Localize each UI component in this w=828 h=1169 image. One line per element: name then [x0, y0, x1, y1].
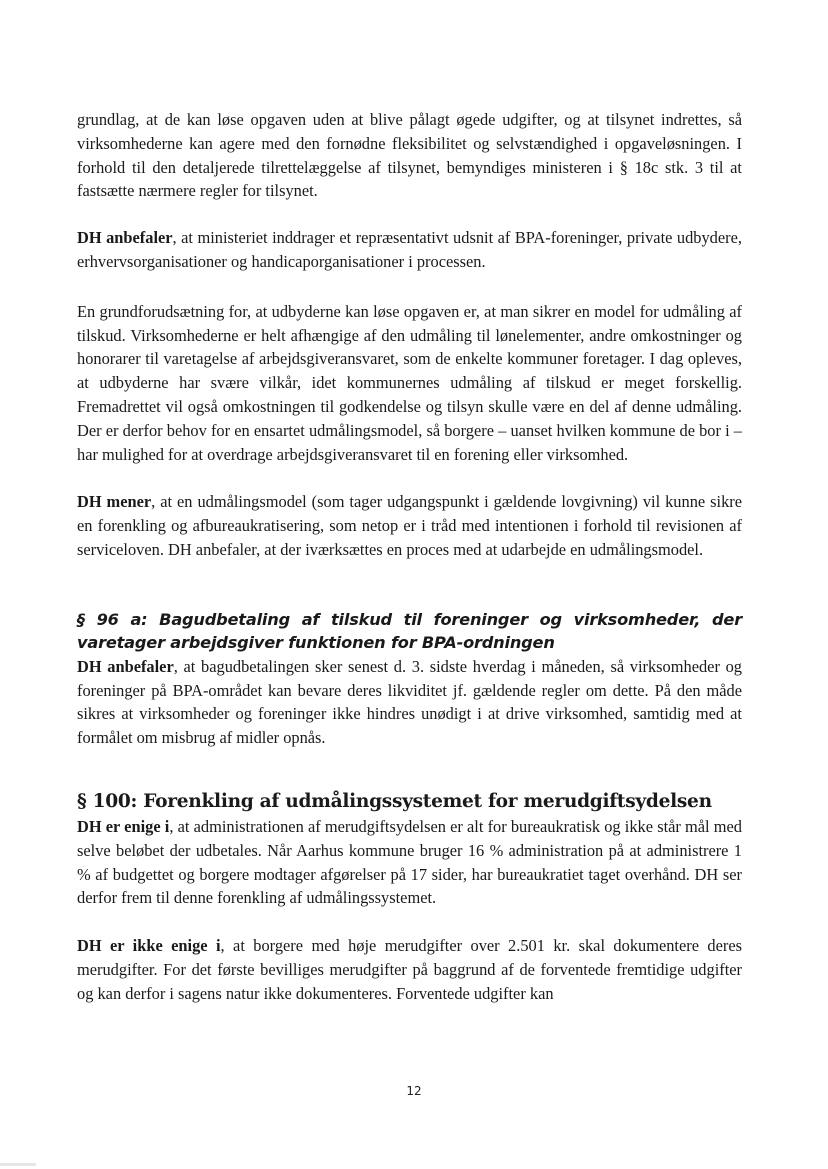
document-page — [77, 108, 742, 1006]
paragraph-tilsyn: grundlag, at de kan løse opgaven uden at blive pålagt øgede udgifter, og at tilsynet indrettes, så virksomhederne kan agere med den fornødne fleksibilitet og selvstændighed i opgaveløsningen. I forhold til den detaljerede tilrettelæggelse af tilsynet, bemyndiges ministeren i § 18c stk. 3 til at fastsætte nærmere regler for tilsynet. — [77, 110, 742, 201]
paragraph-lead: DH anbefaler — [77, 656, 174, 676]
paragraph-udmaalingsmodel: En grundforudsætning for, at udbyderne kan løse opgaven er, at man sikrer en model for udmåling af tilskud. Virksomhederne er helt afhængige af den udmåling til lønelementer, andre omkostninger og honorarer til varetagelse af arbejdsgiveransvaret, som de enkelte kommuner foretager. I dag opleves, at udbyderne har svære vilkår, idet kommunernes udmåling af tilskud er meget forskellig. Fremadrettet vil også omkostningen til godkendelse og tilsyn skulle være en del af denne udmåling. Der er derfor behov for en ensartet udmålingsmodel, så borgere – uanset hvilken kommune de bor i – har mulighed for at overdrage arbejdsgiveransvaret til en forening eller virksomhed. — [77, 301, 742, 464]
paragraph-text: , at administrationen af merudgiftsydelsen er alt for bureaukratisk og ikke står mål med selve beløbet der udbetales. Når Aarhus kommune bruger 16 % administration på at administrere 1 % af budgettet og borgere modtager afgørelser på 17 sider, har bureaukratiet taget overhånd. DH ser derfor frem til denne forenkling af udmålingssystemet. — [77, 816, 743, 908]
paragraph-text: , at bagudbetalingen sker senest d. 3. sidste hverdag i måneden, så virksomheder og foreninger på BPA-området kan bevare deres likviditet jf. gældende regler om dette. På den måde sikres at virksomheder og foreninger ikke hindres unødigt i at drive virksomhed, samtidig med at formålet om misbrug af midler opnås. — [77, 656, 742, 748]
paragraph-lead: DH er enige i — [77, 816, 170, 836]
page-number: 12 — [406, 1084, 422, 1098]
paragraph-lead: DH anbefaler — [77, 228, 173, 248]
scan-edge-mark — [0, 1163, 36, 1166]
paragraph-ikke-enige — [77, 934, 742, 1005]
paragraph-lead: DH mener — [77, 492, 152, 512]
section-heading-100: § 100: Forenkling af udmålingssystemet for merudgiftsydelsen — [77, 790, 712, 812]
paragraph-lead: DH er ikke enige i — [77, 936, 221, 956]
paragraph-text: , at ministeriet inddrager et repræsentativt udsnit af BPA-foreninger, private udbydere, erhvervsorganisationer og handicaporganisationer i processen. — [77, 228, 742, 271]
paragraph-dh-mener — [77, 490, 742, 561]
paragraph-enige — [77, 815, 742, 910]
paragraph-bagudbetaling — [77, 655, 742, 750]
paragraph-text: , at en udmålingsmodel (som tager udgangspunkt i gældende lovgivning) vil kunne sikre en forenkling og afbureaukratisering, som netop er i tråd med intentionen i forhold til revisionen af serviceloven. DH anbefaler, at der iværksættes en proces med at udarbejde en udmålingsmodel. — [77, 492, 742, 559]
section-heading-96a: § 96 a: Bagudbetaling af tilskud til foreninger og virksomheder, der varetager arbejdsgiver funktionen for BPA-ordningen — [77, 609, 742, 652]
paragraph-text: , at borgere med høje merudgifter over 2.501 kr. skal dokumentere deres merudgifter. For det første bevilliges merudgifter på baggrund af de forventede fremtidige udgifter og kan derfor i sagens natur ikke dokumenteres. Forventede udgifter kan — [77, 936, 742, 1003]
paragraph-anbefaling-inddragelse — [77, 226, 742, 274]
